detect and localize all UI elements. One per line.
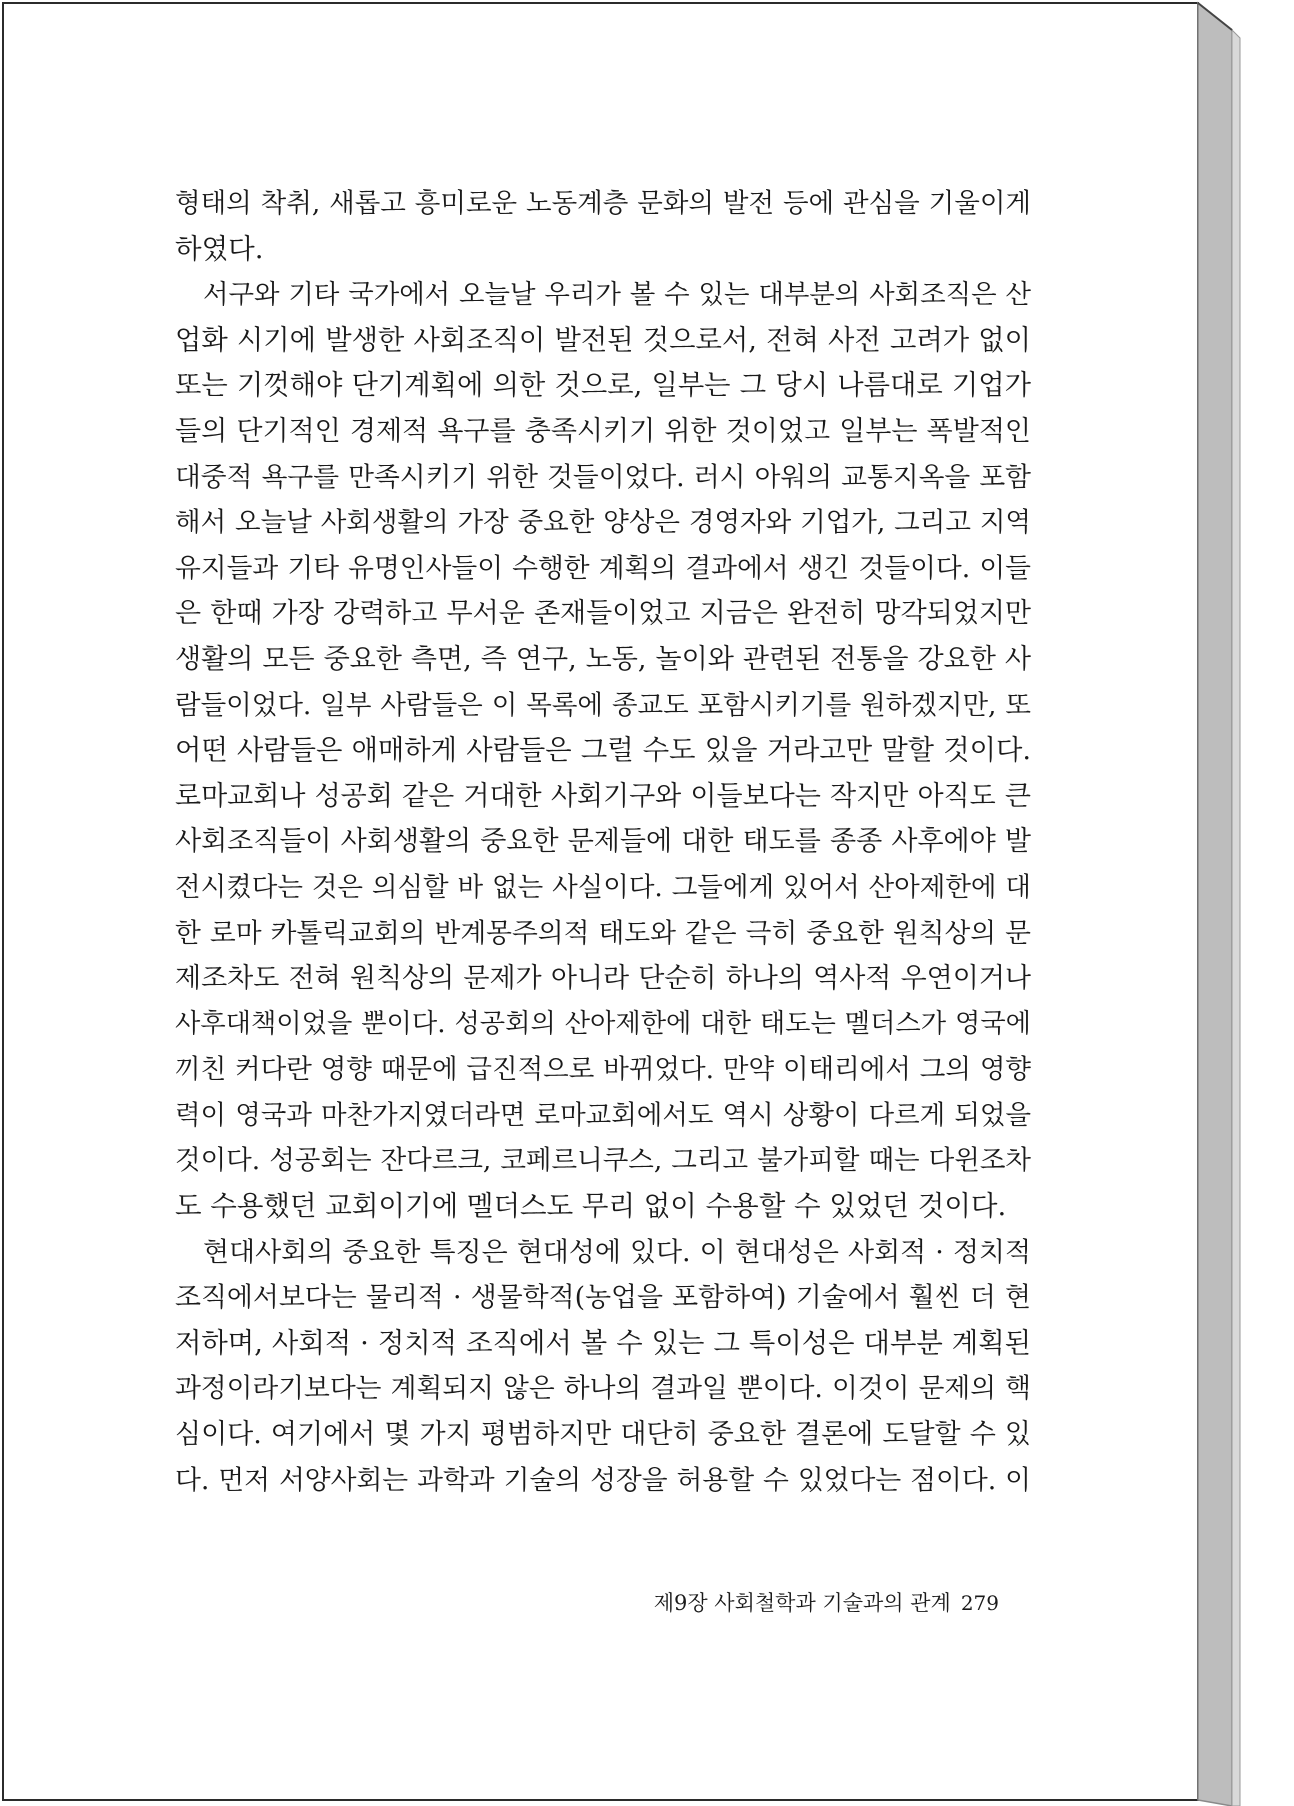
text-line: 대중적 욕구를 만족시키기 위한 것들이었다. 러시 아워의 교통지옥을 포함 (175, 461, 1031, 493)
text-line: 해서 오늘날 사회생활의 가장 중요한 양상은 경영자와 기업가, 그리고 지역 (175, 507, 1031, 539)
text-line: 생활의 모든 중요한 측면, 즉 연구, 노동, 놀이와 관련된 전통을 강요한 사 (175, 643, 1031, 675)
text-line: 조직에서보다는 물리적 · 생물학적(농업을 포함하여) 기술에서 훨씬 더 현 (175, 1282, 1031, 1314)
text-line: 력이 영국과 마찬가지였더라면 로마교회에서도 역시 상황이 다르게 되었을 (175, 1099, 1031, 1131)
page-footer (639, 1587, 999, 1621)
body-text (175, 181, 1031, 1503)
text-line: 서구와 기타 국가에서 오늘날 우리가 볼 수 있는 대부분의 사회조직은 산 (203, 279, 1031, 311)
running-footer-chapter: 제9장 사회철학과 기술과의 관계 (653, 1591, 951, 1615)
text-line: 심이다. 여기에서 몇 가지 평범하지만 대단히 중요한 결론에 도달할 수 있 (175, 1419, 1031, 1451)
text-line: 도 수용했던 교회이기에 멜더스도 무리 없이 수용할 수 있었던 것이다. (175, 1190, 1007, 1223)
text-line: 다. 먼저 서양사회는 과학과 기술의 성장을 허용할 수 있었다는 점이다. 이 (175, 1464, 1031, 1496)
text-line: 사회조직들이 사회생활의 중요한 문제들에 대한 태도를 종종 사후에야 발 (175, 826, 1031, 858)
text-line: 유지들과 기타 유명인사들이 수행한 계획의 결과에서 생긴 것들이다. 이들 (175, 552, 1031, 584)
text-line: 사후대책이었을 뿐이다. 성공회의 산아제한에 대한 태도는 멜더스가 영국에 (175, 1008, 1031, 1039)
text-line: 저하며, 사회적 · 정치적 조직에서 볼 수 있는 그 특이성은 대부분 계획된 (175, 1327, 1031, 1359)
text-line: 한 로마 카톨릭교회의 반계몽주의적 태도와 같은 극히 중요한 원칙상의 문 (175, 917, 1031, 949)
text-line: 과정이라기보다는 계획되지 않은 하나의 결과일 뿐이다. 이것이 문제의 핵 (175, 1373, 1031, 1405)
page-number: 279 (960, 1591, 999, 1615)
text-line: 형태의 착취, 새롭고 흥미로운 노동계층 문화의 발전 등에 관심을 기울이게 (175, 188, 1031, 219)
text-line: 것이다. 성공회는 잔다르크, 코페르니쿠스, 그리고 불가피할 때는 다윈조차 (175, 1145, 1031, 1177)
text-line: 람들이었다. 일부 사람들은 이 목록에 종교도 포함시키기를 원하겠지만, 또 (175, 689, 1031, 721)
text-line: 하였다. (175, 232, 264, 265)
text-line: 로마교회나 성공회 같은 거대한 사회기구와 이들보다는 작지만 아직도 큰 (175, 780, 1031, 812)
text-line: 들의 단기적인 경제적 욕구를 충족시키기 위한 것이었고 일부는 폭발적인 (175, 415, 1031, 447)
book-page (5, 5, 1195, 1796)
text-line: 또는 기껏해야 단기계획에 의한 것으로, 일부는 그 당시 나름대로 기업가 (175, 370, 1031, 402)
text-line: 은 한때 가장 강력하고 무서운 존재들이었고 지금은 완전히 망각되었지만 (175, 598, 1031, 630)
text-line: 끼친 커다란 영향 때문에 급진적으로 바뀌었다. 만약 이태리에서 그의 영향 (175, 1054, 1031, 1086)
text-line: 어떤 사람들은 애매하게 사람들은 그럴 수도 있을 거라고만 말할 것이다. (175, 735, 1031, 767)
text-line: 현대사회의 중요한 특징은 현대성에 있다. 이 현대성은 사회적 · 정치적 (203, 1236, 1031, 1268)
text-line: 전시켰다는 것은 의심할 바 없는 사실이다. 그들에게 있어서 산아제한에 대 (175, 871, 1031, 903)
text-line: 업화 시기에 발생한 사회조직이 발전된 것으로서, 전혀 사전 고려가 없이 (175, 324, 1031, 356)
text-line: 제조차도 전혀 원칙상의 문제가 아니라 단순히 하나의 역사적 우연이거나 (175, 963, 1031, 995)
